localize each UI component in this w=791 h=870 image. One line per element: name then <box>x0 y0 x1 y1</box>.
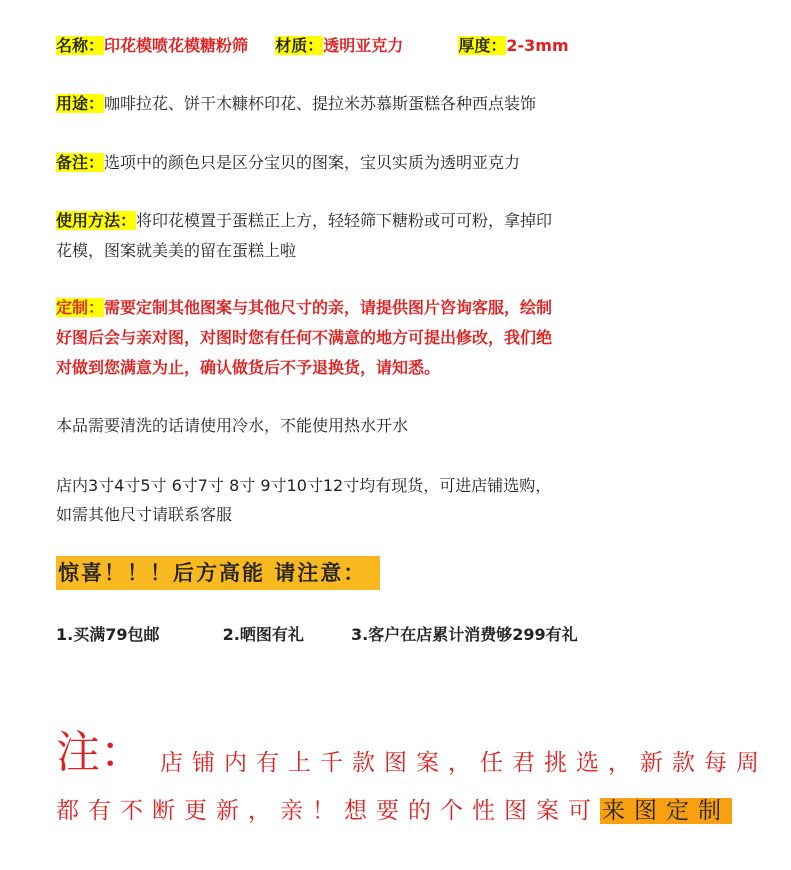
material-value: 透明亚克力 <box>323 36 404 55</box>
usage-row <box>56 93 536 115</box>
product-spec-row <box>56 35 569 57</box>
usage-label: 用途： <box>56 94 105 113</box>
wash-row <box>56 415 408 437</box>
custom-line-2: 好图后会与亲对图，对图时您有任何不满意的地方可提出修改，我们绝 <box>56 328 553 347</box>
name-value: 印花模喷花模糖粉筛 <box>104 36 249 55</box>
remark-row <box>56 152 520 174</box>
thickness-label: 厚度： <box>458 36 507 55</box>
custom-row-2 <box>56 327 552 349</box>
custom-line-1: 需要定制其他图案与其他尺寸的亲，请提供图片咨询客服，绘制 <box>104 298 553 317</box>
note-char: 注： <box>56 727 144 778</box>
benefit-3: 3.客户在店累计消费够299有礼 <box>351 625 578 644</box>
thickness-value: 2-3mm <box>506 36 569 55</box>
custom-row-3 <box>56 357 440 379</box>
note-line-1: 店铺内有上千款图案，任君挑选，新款每周 <box>160 750 768 776</box>
benefit-2: 2.晒图有礼 <box>222 625 304 644</box>
usage-text: 咖啡拉花、饼干木糠杯印花、提拉米苏慕斯蛋糕各种西点装饰 <box>104 94 537 113</box>
custom-row <box>56 297 552 319</box>
remark-text: 选项中的颜色只是区分宝贝的图案，宝贝实质为透明亚克力 <box>104 153 521 172</box>
custom-line-3: 对做到您满意为止，确认做货后不予退换货，请知悉。 <box>56 358 441 377</box>
surprise-banner: 惊喜！！！后方高能 请注意： <box>56 556 380 590</box>
method-line-2: 花模，图案就美美的留在蛋糕上啦 <box>56 241 297 260</box>
benefits-row <box>56 624 578 646</box>
custom-image-highlight: 来图定制 <box>602 798 730 824</box>
wash-text: 本品需要清洗的话请使用冷水，不能使用热水开水 <box>56 416 409 435</box>
benefit-1: 1.买满79包邮 <box>56 625 160 644</box>
method-label: 使用方法： <box>56 211 137 230</box>
note-line-2-wrap <box>56 792 791 825</box>
stock-line-1: 店内3寸4寸5寸 6寸7寸 8寸 9寸10寸12寸均有现货，可进店铺选购， <box>56 476 552 495</box>
method-row <box>56 210 552 232</box>
remark-label: 备注： <box>56 153 105 172</box>
method-row-2 <box>56 240 296 262</box>
custom-label: 定制： <box>56 298 105 317</box>
note-line-2: 都有不断更新，亲！想要的个性图案可 <box>56 798 600 824</box>
method-line-1: 将印花模置于蛋糕正上方，轻轻筛下糖粉或可可粉，拿掉印 <box>136 211 553 230</box>
name-label: 名称： <box>56 36 105 55</box>
material-label: 材质： <box>275 36 324 55</box>
stock-row-2 <box>56 504 232 526</box>
stock-row <box>56 475 551 497</box>
note-line-1-wrap <box>160 744 791 777</box>
stock-line-2: 如需其他尺寸请联系客服 <box>56 505 233 524</box>
